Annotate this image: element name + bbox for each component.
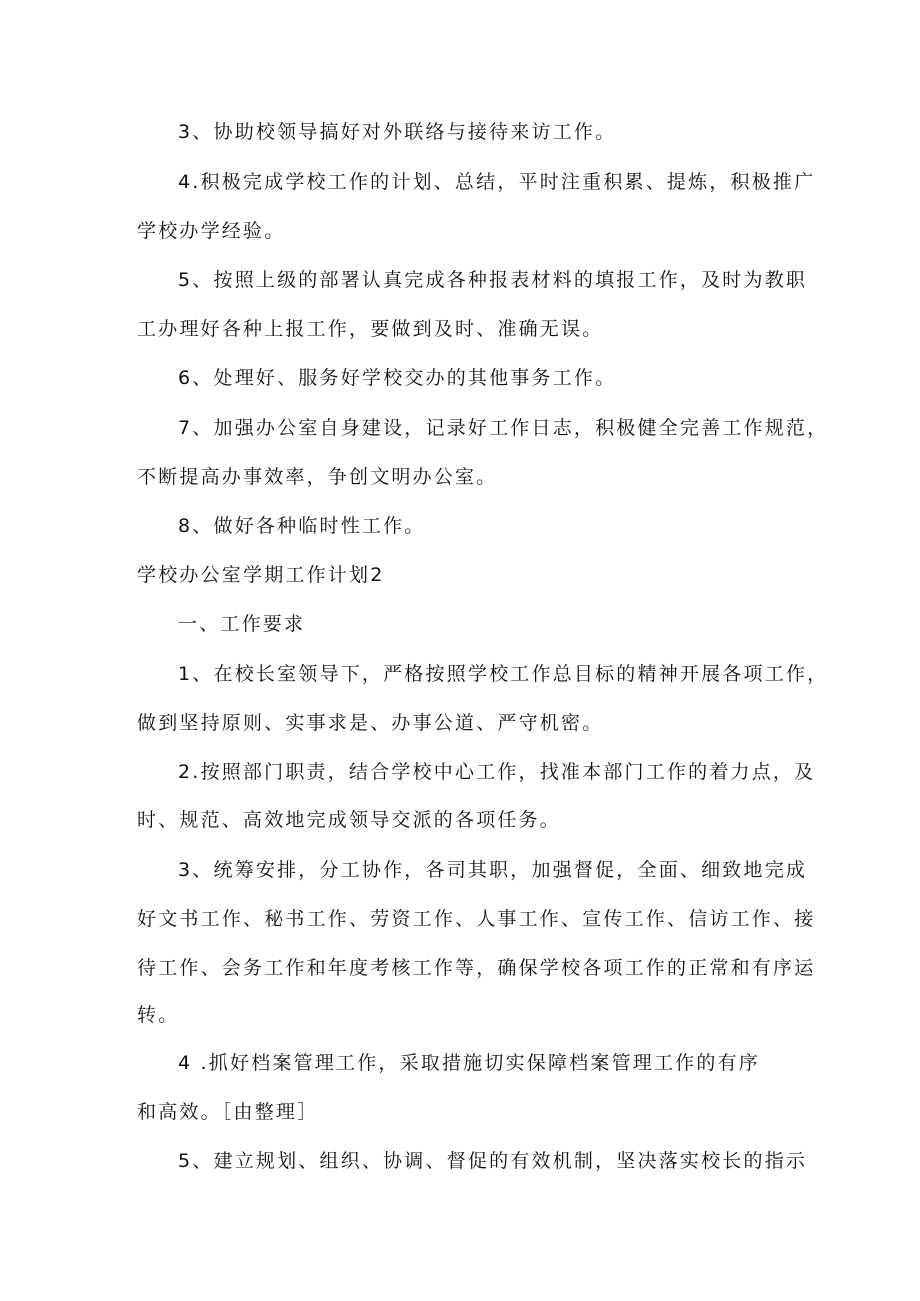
- text-line: 1、在校长室领导下，严格按照学校工作总目标的精神开展各项工作，: [178, 663, 829, 685]
- section-heading: 一、工作要求: [178, 613, 306, 635]
- text-line: 待工作、会务工作和年度考核工作等，确保学校各项工作的正常和有序运: [137, 957, 816, 979]
- text-line: 8、做好各种临时性工作。: [178, 515, 426, 537]
- text-line: 转。: [137, 1004, 180, 1026]
- text-line: 3、协助校领导搞好对外联络与接待来访工作。: [178, 121, 617, 143]
- text-line: 2.按照部门职责，结合学校中心工作，找准本部门工作的着力点，及: [178, 761, 816, 783]
- text-line: 4.积极完成学校工作的计划、总结，平时注重积累、提炼，积极推广: [178, 171, 816, 193]
- text-line: 做到坚持原则、实事求是、办事公道、严守机密。: [137, 712, 604, 734]
- section-title: 学校办公室学期工作计划2: [137, 564, 385, 586]
- text-line: 学校办学经验。: [137, 220, 286, 242]
- text-line: 好文书工作、秘书工作、劳资工作、人事工作、宣传工作、信访工作、接: [137, 908, 816, 930]
- text-line: 4 .抓好档案管理工作，采取措施切实保障档案管理工作的有序: [178, 1052, 760, 1074]
- text-line: 和高效。［由整理］: [137, 1101, 319, 1123]
- text-line: 不断提高办事效率，争创文明办公室。: [137, 466, 498, 488]
- text-line: 7、加强办公室自身建设，记录好工作日志，积极健全完善工作规范，: [178, 417, 829, 439]
- text-line: 6、处理好、服务好学校交办的其他事务工作。: [178, 367, 617, 389]
- text-line: 工办理好各种上报工作，要做到及时、准确无误。: [137, 318, 604, 340]
- text-line: 5、按照上级的部署认真完成各种报表材料的填报工作，及时为教职: [178, 269, 808, 291]
- text-line: 3、统筹安排，分工协作，各司其职，加强督促，全面、细致地完成: [178, 859, 808, 881]
- text-line: 时、规范、高效地完成领导交派的各项任务。: [137, 809, 562, 831]
- text-line: 5、建立规划、组织、协调、督促的有效机制，坚决落实校长的指示: [178, 1150, 808, 1172]
